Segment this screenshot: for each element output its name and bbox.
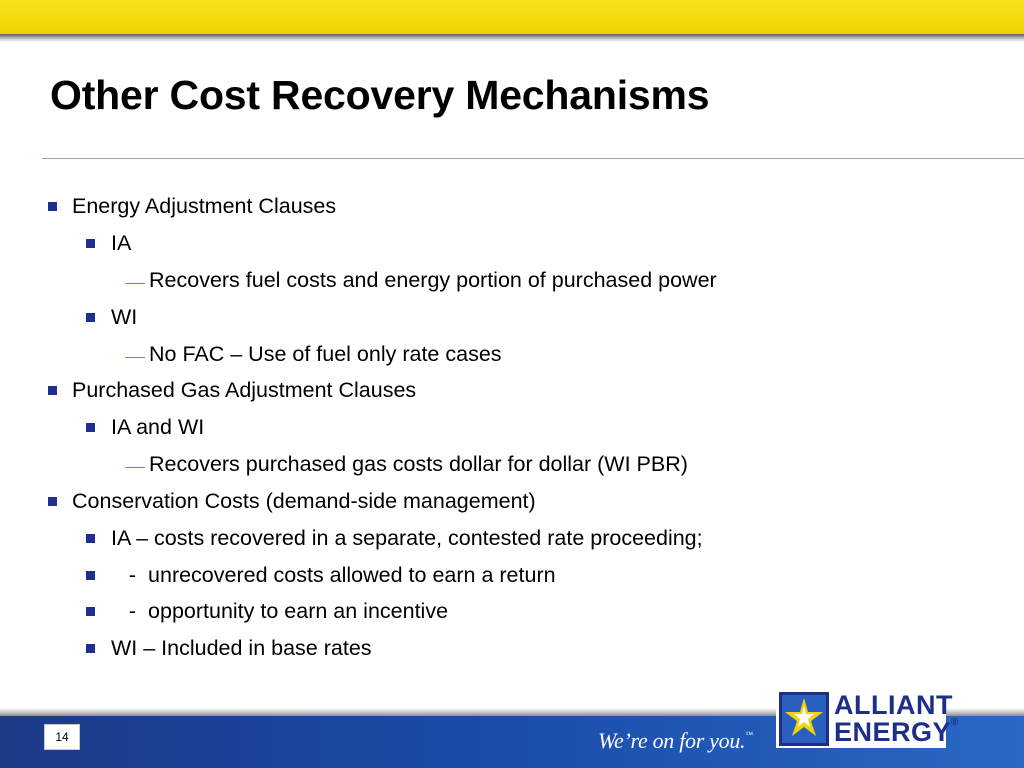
bullet-item: Conservation Costs (demand-side management) — [72, 489, 536, 513]
bullet-item: Energy Adjustment Clauses — [72, 194, 337, 218]
bullet-square-icon — [48, 497, 57, 506]
bullet-square-icon — [86, 313, 95, 322]
bullet-square-icon — [86, 571, 95, 580]
footer-tagline — [598, 728, 753, 754]
tagline-text: We’re on for you. — [598, 728, 746, 753]
slide-title: Other Cost Recovery Mechanisms — [50, 72, 710, 118]
bullet-dash-icon — [125, 357, 145, 358]
bullet-item: WI — [111, 305, 138, 329]
bullet-item: WI – Included in base rates — [111, 636, 372, 660]
bullet-square-icon — [86, 607, 95, 616]
top-band-shadow — [0, 34, 1024, 42]
bullet-item: Purchased Gas Adjustment Clauses — [72, 378, 417, 402]
logo-wordmark-bottom — [834, 717, 959, 748]
bullet-item: - opportunity to earn an incentive — [111, 599, 449, 623]
title-divider — [42, 158, 1024, 159]
logo-wordmark-energy: ENERGY — [834, 717, 952, 747]
bullet-item: IA — [111, 231, 132, 255]
registered-mark: ® — [951, 717, 959, 728]
bullet-item: IA and WI — [111, 415, 205, 439]
bullet-square-icon — [86, 534, 95, 543]
trademark-mark: ™ — [745, 730, 753, 739]
bullet-square-icon — [86, 423, 95, 432]
bullet-item: No FAC – Use of fuel only rate cases — [149, 342, 502, 366]
logo-wordmark-top: ALLIANT — [834, 690, 953, 720]
bullet-item: Recovers purchased gas costs dollar for dollar (WI PBR) — [149, 452, 688, 476]
bullet-item: - unrecovered costs allowed to earn a return — [111, 563, 556, 587]
bullet-square-icon — [48, 386, 57, 395]
bullet-square-icon — [86, 644, 95, 653]
bullet-square-icon — [86, 239, 95, 248]
bullet-item: Recovers fuel costs and energy portion of purchased power — [149, 268, 717, 292]
alliant-star-logo-icon — [779, 692, 829, 746]
top-accent-band — [0, 0, 1024, 34]
bullet-item: IA – costs recovered in a separate, contested rate proceeding; — [111, 526, 703, 550]
bullet-dash-icon — [125, 283, 145, 284]
slide-number: 14 — [44, 724, 80, 750]
bullet-dash-icon — [125, 467, 145, 468]
bullet-square-icon — [48, 202, 57, 211]
